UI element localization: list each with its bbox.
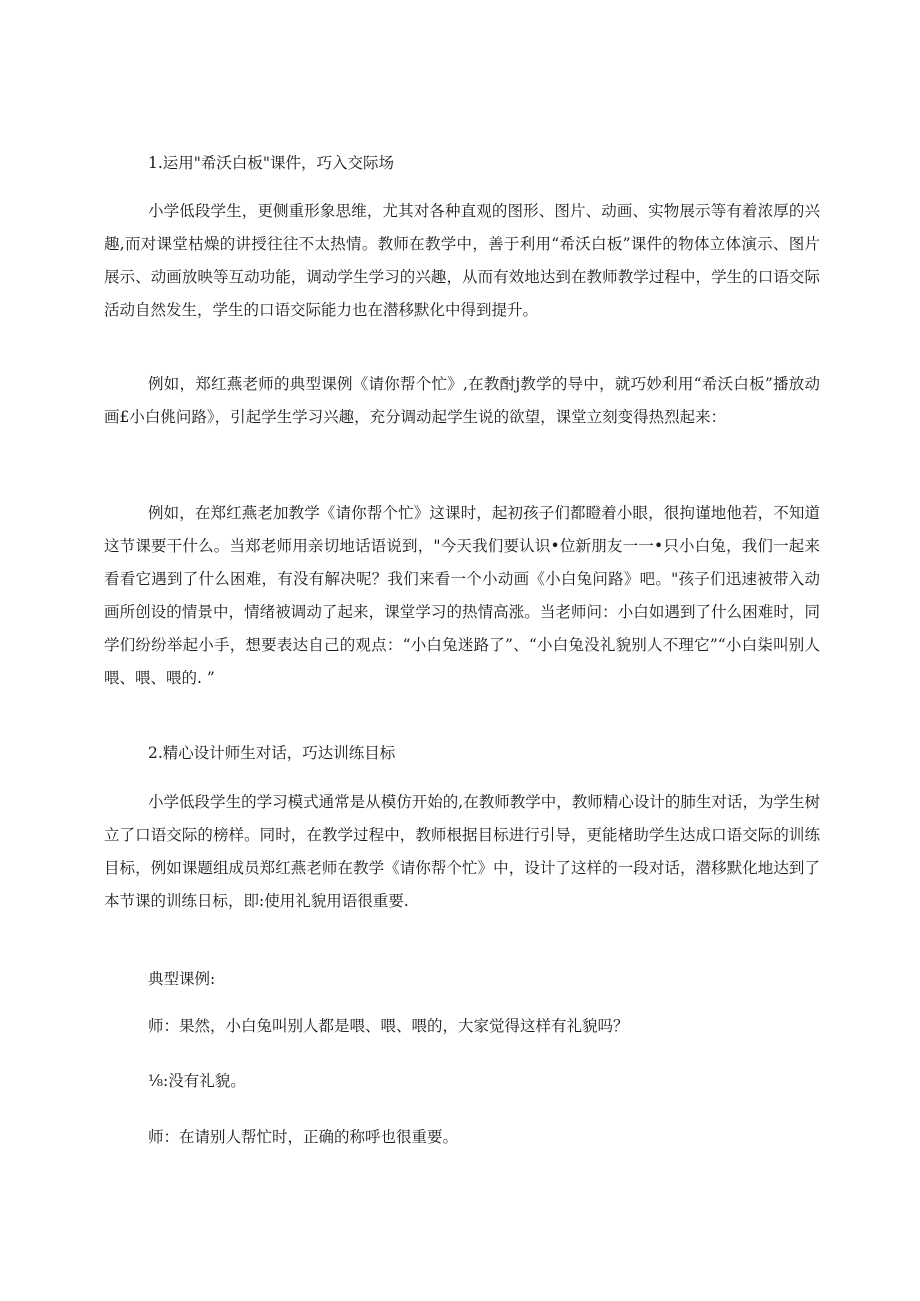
paragraph-4: 小学低段学生的学习模式通常是从模仿开始的,在教师教学中，教师精心设计的肺生对话，为学生树立了口语交际的榜样。同时，在教学过程中，教师根据目标进行引导，更能楮助学生达成口语交际的训练目标，例如课题组成员郑红燕老师在教学《请你帮个忙》中，设计了这样的一段对话，潜移默化地达到了本节课的训练日标，即:使用礼貌用语很重要. [104,793,820,910]
section-heading-2: 2.精心设计师生对话，巧达训练目标 [148,744,396,762]
dialogue-line-3: 师：在请别人帮忙时，正确的称呼也很重要。 [148,1128,459,1146]
paragraph-3: 例如，在郑红燕老加教学《请你帮个忙》这课时，起初孩子们都瞪着小眼，很拘谨地他若，不知道这节课要干什么。当郑老师用亲切地话语说到，"今天我们要认识•位新朋友一一•只小白兔，我们一起来看看它遇到了什么困难，有没有解决呢？我们来看一个小动画《小白兔问路》吧。"孩子们迅速被带入动画所创设的情景中，情绪被调动了起来，课堂学习的热情高涨。当老师问：小白如遇到了什么困难时，同学们纷纷举起小手，想要表达自己的观点：“小白兔迷路了”、“小白兔没礼貌别人不理它”“小白柒叫别人喂、喂、喂的. ” [104,504,820,687]
paragraph-2: 例如，郑红燕老师的典型课例《请你帮个忙》,在教酎j教学的导中，就巧妙利用“希沃白板”播放动画£小白佻问路》，引起学生学习兴趣，充分调动起学生说的欲望，课堂立刻变得热烈起来： [104,375,820,426]
paragraph-1: 小学低段学生，更侧重形象思维，尤其对各种直观的图形、图片、动画、实物展示等有着浓厚的兴趣,而对课堂枯燥的讲授往往不太热情。教师在教学中，善于利用“希沃白板”课件的物体立体演示、图片展示、动画放映等互动功能，调动学生学习的兴趣，从而有效地达到在教师教学过程中，学生的口语交际活动自然发生，学生的口语交际能力也在潜移默化中得到提升。 [104,202,820,319]
dialogue-line-2: ⅛:没有礼貌。 [148,1072,246,1090]
example-label: 典型课例: [148,970,216,988]
dialogue-line-1: 师：果然，小白兔叫别人都是喂、喂、喂的，大家觉得这样有礼貌吗？ [148,1017,629,1035]
section-heading-1: 1.运用"希沃白板"课件，巧入交际场 [148,154,395,172]
